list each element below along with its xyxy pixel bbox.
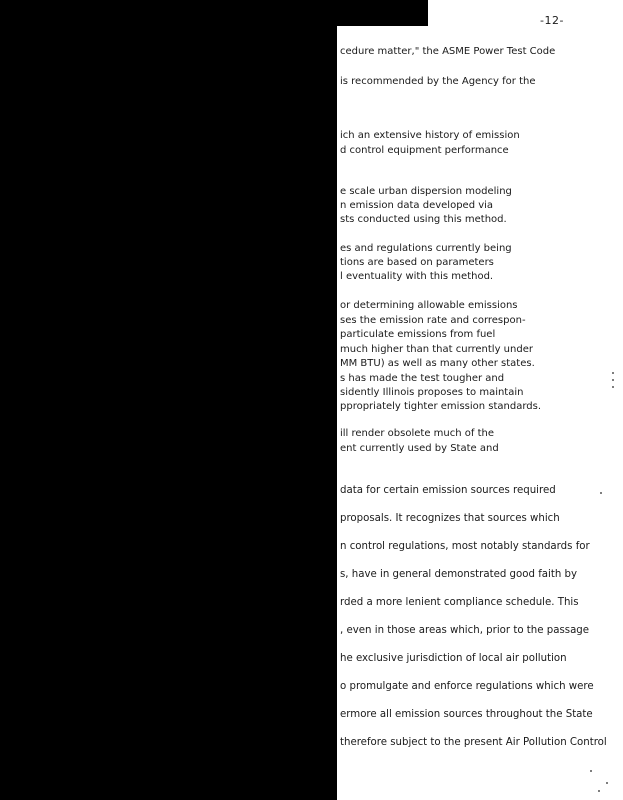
text-line: proposals. It recognizes that sources which xyxy=(340,513,560,524)
text-line: ent currently used by State and xyxy=(340,443,499,454)
text-line: s has made the test tougher and xyxy=(340,373,505,384)
redaction-block-lower xyxy=(0,460,337,800)
text-line: therefore subject to the present Air Pollution Control xyxy=(340,737,607,748)
text-line: he exclusive jurisdiction of local air pollution xyxy=(340,653,567,664)
text-line: e scale urban dispersion modeling xyxy=(340,186,512,197)
text-line: or determining allowable emissions xyxy=(340,300,518,311)
text-line: o promulgate and enforce regulations which were xyxy=(340,681,594,692)
text-line: d control equipment performance xyxy=(340,145,509,156)
text-line: ppropriately tighter emission standards. xyxy=(340,401,542,412)
text-line: ill render obsolete much of the xyxy=(340,428,494,439)
text-line: ich an extensive history of emission xyxy=(340,130,520,141)
scan-speck xyxy=(612,379,614,381)
scan-speck xyxy=(590,770,592,772)
text-line: MM BTU) as well as many other states. xyxy=(340,358,535,369)
text-line: data for certain emission sources required xyxy=(340,485,556,496)
scan-speck xyxy=(612,386,614,388)
text-line: rded a more lenient compliance schedule. This xyxy=(340,597,579,608)
text-line: is recommended by the Agency for the xyxy=(340,76,536,87)
text-line: n emission data developed via xyxy=(340,200,494,211)
text-line: sidently Illinois proposes to maintain xyxy=(340,387,524,398)
text-line: sts conducted using this method. xyxy=(340,214,507,225)
text-line: tions are based on parameters xyxy=(340,257,494,268)
scan-speck xyxy=(598,790,600,792)
text-line: ses the emission rate and correspon- xyxy=(340,315,526,326)
scan-speck xyxy=(606,782,608,784)
scan-speck xyxy=(612,372,614,374)
text-line: much higher than that currently under xyxy=(340,344,533,355)
scan-speck xyxy=(600,492,602,494)
redaction-block-upper xyxy=(0,0,337,460)
text-line: ermore all emission sources throughout the State xyxy=(340,709,593,720)
page-number: -12- xyxy=(540,14,564,27)
text-line: cedure matter," the ASME Power Test Code xyxy=(340,46,556,57)
text-line: es and regulations currently being xyxy=(340,243,512,254)
text-line: l eventuality with this method. xyxy=(340,271,494,282)
text-line: particulate emissions from fuel xyxy=(340,329,496,340)
text-line: n control regulations, most notably standards for xyxy=(340,541,590,552)
text-line: , even in those areas which, prior to the passage xyxy=(340,625,590,636)
text-line: s, have in general demonstrated good faith by xyxy=(340,569,578,580)
